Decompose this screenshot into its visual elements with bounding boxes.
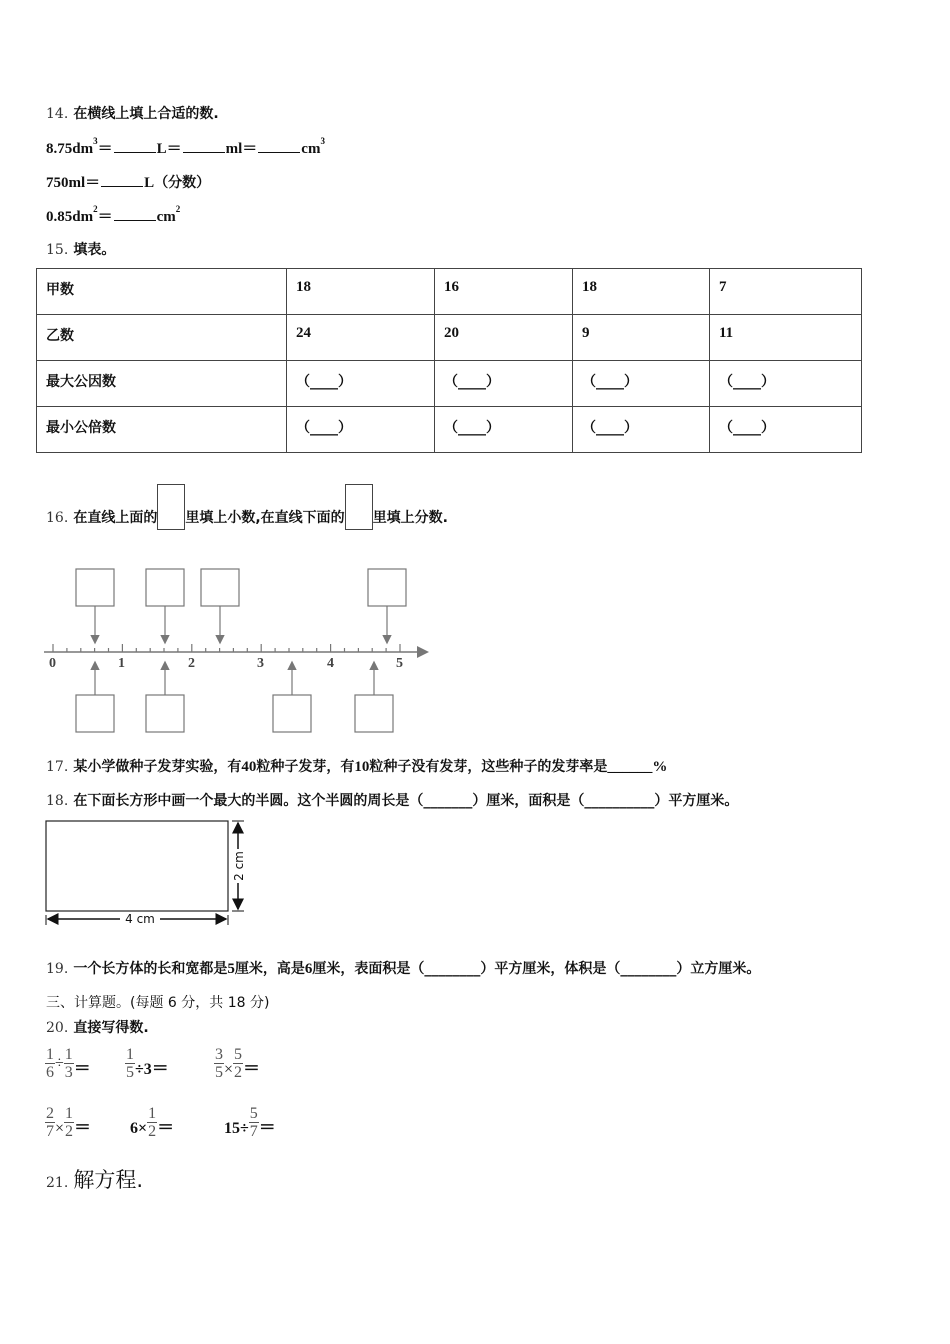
question-14-heading [46, 103, 219, 123]
q14-line-1: $8.75dm^3= L= ml= cm^3$ [46, 136, 325, 157]
q14-line-2: 750ml＝ L（分数） [46, 175, 211, 191]
question-number: 14. [46, 106, 69, 122]
answer-blank[interactable] [114, 140, 156, 153]
question-21-heading: 21. 解方程. [46, 1168, 144, 1192]
answer-cell[interactable]: （____） [287, 361, 435, 407]
question-18: 18. 在下面长方形中画一个最大的半圆。这个半圆的周长是（_______）厘米，面积是（__________）平方厘米。 [46, 793, 739, 809]
calc-item-2: $\frac{1}{5}$ ÷3＝ [126, 1046, 169, 1081]
svg-text:0: 0 [49, 656, 56, 671]
calc-item-1: $\frac{1}{6}$ ÷ $\frac{1}{3}$ ＝ [46, 1046, 91, 1081]
answer-blank[interactable]: ________ [424, 961, 481, 977]
answer-blank[interactable] [101, 174, 143, 187]
answer-cell[interactable]: （____） [573, 407, 710, 453]
answer-cell[interactable]: （____） [435, 361, 573, 407]
svg-text:2 cm: 2 cm [232, 851, 246, 881]
gcd-lcm-table [36, 268, 862, 453]
top-answer-boxes[interactable] [76, 569, 406, 606]
svg-text:4 cm: 4 cm [125, 912, 155, 926]
bottom-answer-boxes[interactable] [76, 695, 393, 732]
answer-blank[interactable] [114, 208, 156, 221]
answer-blank[interactable]: ______ [607, 759, 653, 775]
table-row: 最小公倍数 （____） （____） （____） （____） [37, 407, 862, 453]
calc-item-3: $\frac{3}{5}$ × $\frac{5}{2}$ ＝ [215, 1046, 261, 1081]
box-icon [345, 484, 373, 530]
question-19: 19. 一个长方体的长和宽都是5厘米，高是6厘米，表面积是（________）平方厘米，体积是（________）立方厘米。 [46, 961, 761, 977]
calc-item-5: 6× $\frac{1}{2}$ ＝ [130, 1105, 175, 1140]
answer-blank[interactable] [183, 140, 225, 153]
answer-blank[interactable] [258, 140, 300, 153]
svg-text:2: 2 [188, 656, 195, 671]
tick-marks [53, 644, 400, 652]
section-3-title: 三、计算题。(每题 6 分，共 18 分) [46, 995, 270, 1011]
answer-cell[interactable]: （____） [710, 407, 862, 453]
svg-text:1: 1 [118, 656, 125, 671]
table-row: 甲数 18 16 18 7 [37, 269, 862, 315]
answer-cell[interactable]: （____） [710, 361, 862, 407]
table-row: 最大公因数 （____） （____） （____） （____） [37, 361, 862, 407]
answer-blank[interactable]: _______ [423, 793, 473, 809]
question-prompt: 在横线上填上合适的数. [73, 106, 219, 122]
question-16-heading: 16. 在直线上面的 里填上小数,在直线下面的 里填上分数. [46, 484, 448, 530]
question-15-heading: 15. 填表。 [46, 242, 116, 258]
axis-labels [49, 656, 403, 671]
box-icon [157, 484, 185, 530]
rectangle-figure [40, 815, 255, 930]
calc-item-6: 15÷ $\frac{5}{7}$ ＝ [224, 1105, 276, 1140]
svg-text:3: 3 [257, 656, 264, 671]
svg-text:5: 5 [396, 656, 403, 671]
answer-blank[interactable]: __________ [584, 793, 655, 809]
answer-cell[interactable]: （____） [573, 361, 710, 407]
calc-item-4: $\frac{2}{7}$ × $\frac{1}{2}$ ＝ [46, 1105, 92, 1140]
q14-line-3: $0.85dm^2= cm^2$ [46, 204, 181, 225]
answer-blank[interactable]: ________ [620, 961, 677, 977]
question-17: 17. 某小学做种子发芽实验，有40粒种子发芽，有10粒种子没有发芽，这些种子的发芽率是______% [46, 759, 668, 775]
answer-cell[interactable]: （____） [435, 407, 573, 453]
svg-text:4: 4 [327, 656, 334, 671]
table-row: 乙数 24 20 9 11 [37, 315, 862, 361]
answer-cell[interactable]: （____） [287, 407, 435, 453]
question-20-heading: 20. 直接写得数. [46, 1020, 149, 1036]
number-line-figure [40, 562, 440, 740]
